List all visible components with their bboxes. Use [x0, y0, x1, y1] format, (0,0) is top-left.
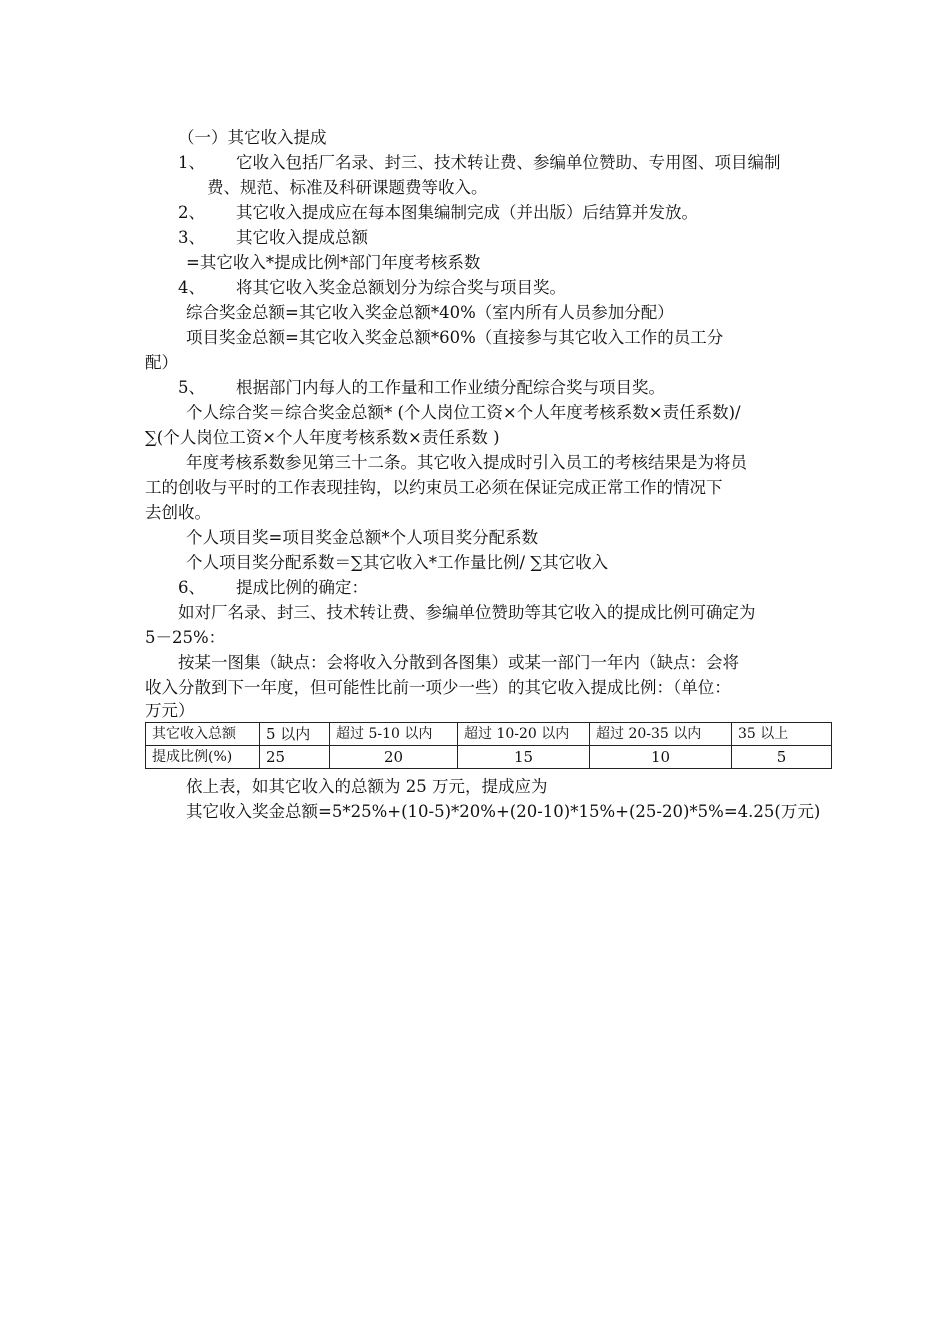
- formula-personal-project: 个人项目奖=项目奖金总额*个人项目奖分配系数: [186, 528, 539, 547]
- formula-comprehensive: 综合奖金总额=其它收入奖金总额*40%（室内所有人员参加分配）: [186, 303, 674, 322]
- item-number: 1、: [178, 153, 205, 172]
- table-cell: 5 以内: [260, 723, 330, 746]
- formula-project-line-2: 配）: [145, 353, 178, 372]
- paragraph-method-line-1: 按某一图集（缺点：会将收入分散到各图集）或某一部门一年内（缺点：会将: [178, 653, 739, 672]
- table-cell: 20: [330, 746, 458, 769]
- formula-total: =其它收入*提成比例*部门年度考核系数: [186, 253, 481, 272]
- item-text: 其它收入提成总额: [236, 228, 368, 247]
- item-text: 其它收入提成应在每本图集编制完成（并出版）后结算并发放。: [236, 203, 698, 222]
- example-calculation: 其它收入奖金总额=5*25%+(10-5)*20%+(20-10)*15%+(25-20)*5%=4.25(万元): [186, 802, 821, 821]
- table-cell: 15: [458, 746, 590, 769]
- item-number: 5、: [178, 378, 205, 397]
- example-intro: 依上表，如其它收入的总额为 25 万元，提成应为: [186, 777, 548, 796]
- table-cell: 5: [732, 746, 832, 769]
- item-6: [178, 577, 368, 599]
- table-cell: 提成比例(%): [146, 746, 260, 769]
- table-header-row: [146, 723, 832, 746]
- item-2: [178, 202, 698, 224]
- item-4: [178, 277, 566, 299]
- table-cell: 25: [260, 746, 330, 769]
- commission-ratio-table: [145, 722, 832, 769]
- formula-personal-comprehensive-line-2: ∑(个人岗位工资×个人年度考核系数×责任系数 ): [145, 428, 500, 447]
- formula-personal-comprehensive-line-1: 个人综合奖＝综合奖金总额* (个人岗位工资×个人年度考核系数×责任系数)/: [186, 403, 741, 422]
- table-cell: 其它收入总额: [146, 723, 260, 746]
- item-text: 根据部门内每人的工作量和工作业绩分配综合奖与项目奖。: [236, 378, 665, 397]
- item-text: 它收入包括厂名录、封三、技术转让费、参编单位赞助、专用图、项目编制: [236, 153, 781, 172]
- table-cell: 超过 5-10 以内: [330, 723, 458, 746]
- item-number: 2、: [178, 203, 205, 222]
- formula-project-line-1: 项目奖金总额=其它收入奖金总额*60%（直接参与其它收入工作的员工分: [186, 328, 724, 347]
- table-cell: 超过 10-20 以内: [458, 723, 590, 746]
- table-cell: 超过 20-35 以内: [590, 723, 732, 746]
- item-text: 将其它收入奖金总额划分为综合奖与项目奖。: [236, 278, 566, 297]
- paragraph-ratio-line-2: 5－25%：: [145, 628, 226, 647]
- table-cell: 10: [590, 746, 732, 769]
- item-5: [178, 377, 665, 399]
- section-heading: （一）其它收入提成: [178, 128, 327, 147]
- item-1-line-2: 费、规范、标准及科研课题费等收入。: [207, 178, 488, 197]
- table-row: [146, 746, 832, 769]
- item-number: 6、: [178, 578, 205, 597]
- paragraph-ratio-line-1: 如对厂名录、封三、技术转让费、参编单位赞助等其它收入的提成比例可确定为: [178, 603, 756, 622]
- item-number: 4、: [178, 278, 205, 297]
- formula-project-coefficient: 个人项目奖分配系数＝∑其它收入*工作量比例/ ∑其它收入: [186, 553, 609, 572]
- paragraph-method-line-3: 万元）: [145, 701, 195, 720]
- item-3: [178, 227, 368, 249]
- table-cell: 35 以上: [732, 723, 832, 746]
- paragraph-assessment-line-1: 年度考核系数参见第三十二条。其它收入提成时引入员工的考核结果是为将员: [186, 453, 747, 472]
- item-1-line-1: [178, 152, 781, 174]
- item-text: 提成比例的确定：: [236, 578, 368, 597]
- paragraph-assessment-line-2: 工的创收与平时的工作表现挂钩，以约束员工必须在保证完成正常工作的情况下: [145, 478, 723, 497]
- paragraph-method-line-2: 收入分散到下一年度，但可能性比前一项少一些）的其它收入提成比例：（单位：: [145, 678, 731, 697]
- item-number: 3、: [178, 228, 205, 247]
- paragraph-assessment-line-3: 去创收。: [145, 503, 211, 522]
